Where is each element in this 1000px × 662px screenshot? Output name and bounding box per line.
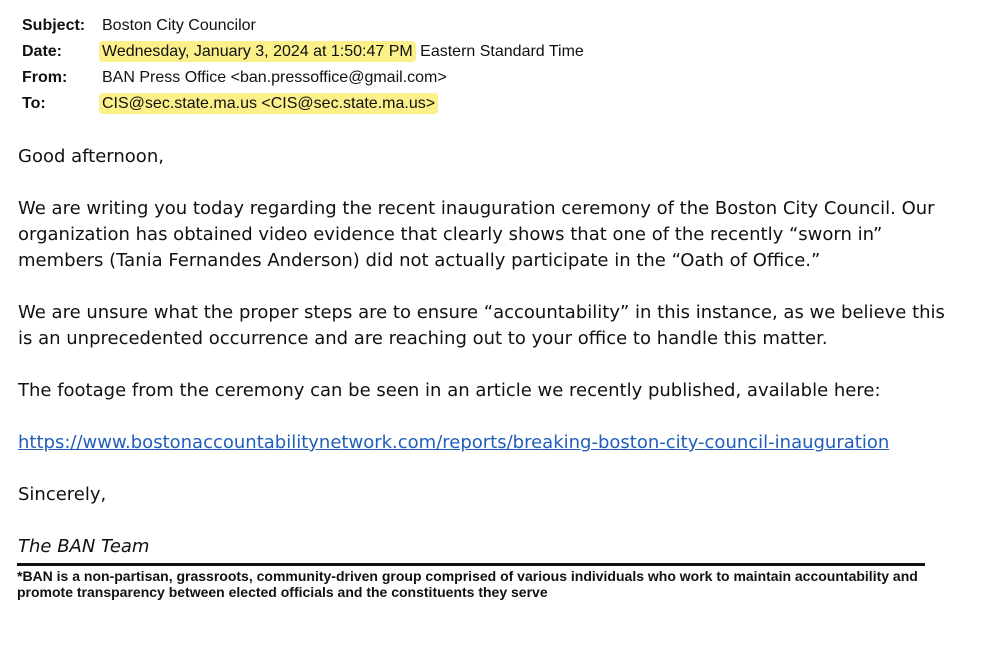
to-row bbox=[22, 91, 584, 117]
article-link[interactable]: https://www.bostonaccountabilitynetwork.com/reports/breaking-boston-city-council-inauguration bbox=[18, 432, 890, 453]
date-highlight: Wednesday, January 3, 2024 at 1:50:47 PM bbox=[99, 41, 416, 62]
from-row bbox=[22, 65, 584, 91]
disclaimer: *BAN is a non-partisan, grassroots, community-driven group comprised of various individuals who work to maintain accountability and promote transparency between elected officials and the constituents they serve bbox=[17, 568, 918, 600]
paragraph-evidence: We are writing you today regarding the recent inauguration ceremony of the Boston City Council. Our organization has obtained video evidence that clearly shows that one of the recently “sworn in” members (Tania Fernandes Anderson) did not actually participate in the “Oath of Office.” bbox=[18, 198, 935, 271]
article-link-paragraph bbox=[18, 430, 958, 456]
email-headers bbox=[22, 13, 584, 117]
date-value bbox=[102, 43, 584, 61]
to-label: To: bbox=[22, 95, 46, 112]
to-value bbox=[102, 95, 438, 113]
signature: The BAN Team bbox=[18, 536, 150, 557]
closing: Sincerely, bbox=[18, 484, 107, 505]
signature-divider bbox=[17, 563, 925, 566]
subject-row bbox=[22, 13, 584, 39]
subject-label: Subject: bbox=[22, 17, 86, 34]
date-row bbox=[22, 39, 584, 65]
email-body bbox=[18, 144, 958, 586]
paragraph-footage: The footage from the ceremony can be seen in an article we recently published, available here: bbox=[18, 380, 881, 401]
to-highlight: CIS@sec.state.ma.us <CIS@sec.state.ma.us> bbox=[99, 93, 438, 114]
subject-value: Boston City Councilor bbox=[102, 17, 256, 34]
date-label: Date: bbox=[22, 43, 63, 60]
paragraph-accountability: We are unsure what the proper steps are to ensure “accountability” in this instance, as we believe this is an unprecedented occurrence and are reaching out to your office to handle this matter. bbox=[18, 302, 945, 349]
from-value: BAN Press Office <ban.pressoffice@gmail.com> bbox=[102, 69, 447, 86]
greeting: Good afternoon, bbox=[18, 146, 164, 167]
from-label: From: bbox=[22, 69, 68, 86]
date-timezone: Eastern Standard Time bbox=[415, 43, 584, 60]
